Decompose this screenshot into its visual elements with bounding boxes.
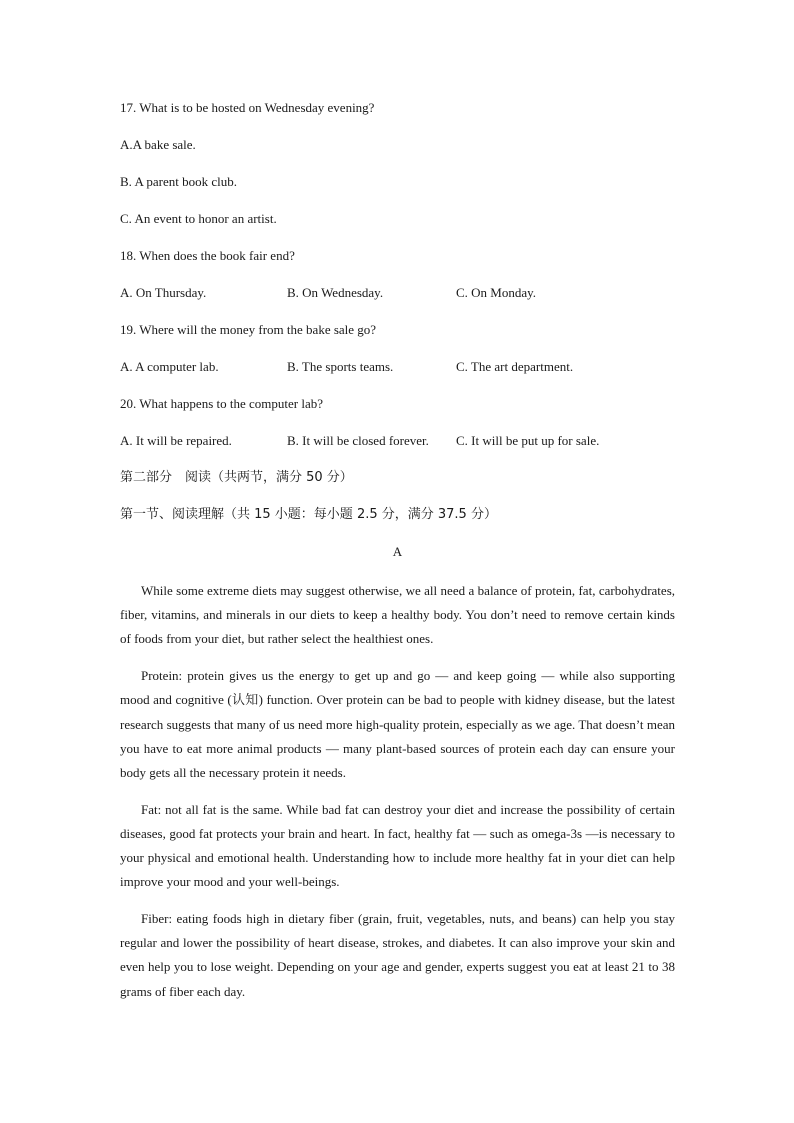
subsection-title: 第一节、阅读理解（共 15 小题：每小题 2.5 分，满分 37.5 分） (120, 507, 497, 522)
passage-paragraph-intro: While some extreme diets may suggest otherwise, we all need a balance of protein, fat, carbohydrates, fiber, vitamins, and minerals in our diets to keep a healthy body. You don’t need to remove certain kinds of foods from your diet, but rather select the healthiest ones. (120, 583, 675, 647)
question-20-option-c: C. It will be put up for sale. (456, 433, 600, 448)
question-19-option-c: C. The art department. (456, 359, 574, 374)
question-17-option-b: B. A parent book club. (120, 174, 237, 189)
question-20-option-b: B. It will be closed forever. (287, 433, 429, 448)
question-19-stem: 19. Where will the money from the bake sale go? (120, 322, 377, 337)
question-18-option-c: C. On Monday. (456, 285, 537, 300)
question-19-option-a: A. A computer lab. (120, 359, 219, 374)
question-20-option-a: A. It will be repaired. (120, 433, 232, 448)
question-17-option-c: C. An event to honor an artist. (120, 211, 277, 226)
document-page (120, 98, 675, 1016)
question-19-options (120, 357, 675, 394)
part-title: 第二部分 阅读（共两节，满分 50 分） (120, 470, 353, 485)
question-19-option-b: B. The sports teams. (287, 359, 394, 374)
question-18-option-a: A. On Thursday. (120, 285, 207, 300)
question-17-stem: 17. What is to be hosted on Wednesday evening? (120, 100, 375, 115)
question-17-option-a: A.A bake sale. (120, 137, 196, 152)
passage-paragraph-fat: Fat: not all fat is the same. While bad fat can destroy your diet and increase the possibility of certain diseases, good fat protects your brain and heart. In fact, healthy fat — such as omega-3s —is necessary to your physical and emotional health. Understanding how to include more healthy fat in your diet can help improve your mood and your well-beings. (120, 801, 675, 890)
question-20-stem: 20. What happens to the computer lab? (120, 396, 324, 411)
question-18-option-b: B. On Wednesday. (287, 285, 384, 300)
passage-label: A (392, 544, 403, 559)
question-18-options (120, 283, 675, 320)
question-20-options (120, 431, 675, 468)
passage-paragraph-protein: Protein: protein gives us the energy to get up and go — and keep going — while also supporting mood and cognitive (认知) function. Over protein can be bad to people with kidney disease, but the latest research suggests that many of us need more high-quality protein, especially as we age. That doesn’t mean you have to eat more animal products — many plant-based sources of protein each day can ensure your body gets all the necessary protein it needs. (120, 668, 675, 780)
question-18-stem: 18. When does the book fair end? (120, 248, 295, 263)
passage-paragraph-fiber: Fiber: eating foods high in dietary fiber (grain, fruit, vegetables, nuts, and beans) can help you stay regular and lower the possibility of heart disease, strokes, and diabetes. It can also improve your skin and even help you to lose weight. Depending on your age and gender, experts suggest you eat at least 21 to 38 grams of fiber each day. (120, 910, 675, 999)
